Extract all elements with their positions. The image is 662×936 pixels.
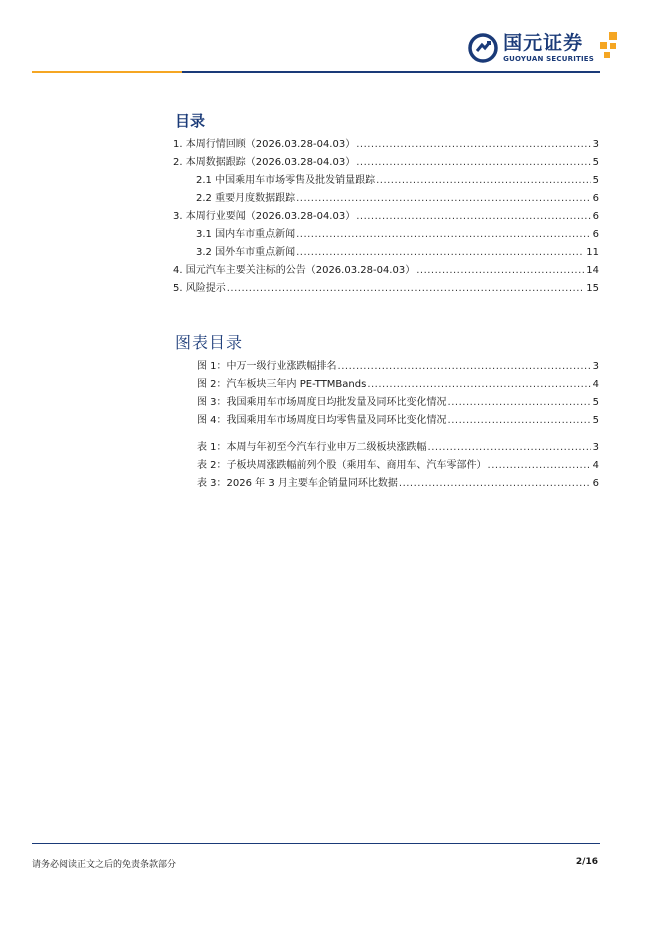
toc-entry[interactable] xyxy=(173,153,599,171)
toc-entry[interactable] xyxy=(173,207,599,225)
dot-leader xyxy=(416,265,584,276)
dot-leader xyxy=(296,193,591,204)
brand-squares-icon xyxy=(596,30,620,64)
guoyuan-emblem-icon xyxy=(468,33,498,63)
dot-leader xyxy=(356,139,590,150)
footer-divider xyxy=(32,843,600,844)
toc-list xyxy=(173,135,599,297)
toc-entry-label: 2.2 重要月度数据跟踪 xyxy=(196,193,296,204)
dot-leader xyxy=(428,442,591,453)
toc-entry[interactable] xyxy=(173,225,599,243)
figure-entry-label: 图 4：我国乘用车市场周度日均零售量及同环比变化情况 xyxy=(197,415,447,426)
figure-entry-label: 图 1：中万一级行业涨跌幅排名 xyxy=(197,361,337,372)
toc-entry-page: 14 xyxy=(586,265,599,276)
dot-leader xyxy=(356,157,590,168)
toc-entry-page: 6 xyxy=(592,193,599,204)
toc-entry-page: 5 xyxy=(592,175,599,186)
toc-entry[interactable] xyxy=(173,279,599,297)
table-entry-page: 3 xyxy=(592,442,599,453)
toc-entry-label: 2.1 中国乘用车市场零售及批发销量跟踪 xyxy=(196,175,376,186)
figure-entry[interactable] xyxy=(197,393,599,411)
dot-leader xyxy=(399,478,591,489)
toc-entry-label: 3.1 国内车市重点新闻 xyxy=(196,229,296,240)
figure-entry[interactable] xyxy=(197,357,599,375)
figure-entry[interactable] xyxy=(197,375,599,393)
header-accent-bar xyxy=(32,71,182,73)
figure-entry-label: 图 2：汽车板块三年内 PE-TTMBands xyxy=(197,379,367,390)
toc-entry-page: 15 xyxy=(586,283,599,294)
table-entry-label: 表 3：2026 年 3 月主要车企销量同环比数据 xyxy=(197,478,398,489)
footer-disclaimer: 请务必阅读正文之后的免责条款部分 xyxy=(32,860,177,870)
dot-leader xyxy=(338,361,591,372)
table-entry[interactable] xyxy=(197,456,599,474)
toc-entry-label: 3. 本周行业要闻（2026.03.28-04.03） xyxy=(173,211,356,222)
table-list xyxy=(197,438,599,492)
figure-entry-page: 4 xyxy=(592,379,599,390)
table-entry-label: 表 2：子板块周涨跌幅前列个股（乘用车、商用车、汽车零部件） xyxy=(197,460,487,471)
table-entry[interactable] xyxy=(197,474,599,492)
brand-name-cn: 国元证券 xyxy=(503,31,584,54)
toc-entry[interactable] xyxy=(173,243,599,261)
figure-entry[interactable] xyxy=(197,411,599,429)
dot-leader xyxy=(488,460,591,471)
dot-leader xyxy=(367,379,590,390)
figures-title: 图表目录 xyxy=(175,333,244,352)
toc-entry[interactable] xyxy=(173,189,599,207)
toc-entry-page: 3 xyxy=(592,139,599,150)
brand-name-en: GUOYUAN SECURITIES xyxy=(503,54,594,63)
figure-list xyxy=(197,357,599,429)
toc-entry-page: 11 xyxy=(586,247,599,258)
figure-entry-label: 图 3：我国乘用车市场周度日均批发量及同环比变化情况 xyxy=(197,397,447,408)
table-entry-page: 4 xyxy=(592,460,599,471)
toc-entry-label: 4. 国元汽车主要关注标的公告（2026.03.28-04.03） xyxy=(173,265,416,276)
dot-leader xyxy=(356,211,590,222)
dot-leader xyxy=(448,415,591,426)
toc-entry[interactable] xyxy=(173,135,599,153)
figure-entry-page: 3 xyxy=(592,361,599,372)
figure-entry-page: 5 xyxy=(592,415,599,426)
toc-entry-label: 3.2 国外车市重点新闻 xyxy=(196,247,296,258)
table-entry[interactable] xyxy=(197,438,599,456)
toc-entry-page: 5 xyxy=(592,157,599,168)
toc-title: 目录 xyxy=(175,112,206,130)
toc-entry[interactable] xyxy=(173,261,599,279)
table-entry-label: 表 1：本周与年初至今汽车行业申万二级板块涨跌幅 xyxy=(197,442,427,453)
table-entry-page: 6 xyxy=(592,478,599,489)
toc-entry-page: 6 xyxy=(592,229,599,240)
toc-entry-label: 5. 风险提示 xyxy=(173,283,226,294)
page-number: 2/16 xyxy=(575,857,598,867)
figure-entry-page: 5 xyxy=(592,397,599,408)
toc-entry-page: 6 xyxy=(592,211,599,222)
dot-leader xyxy=(296,247,584,258)
dot-leader xyxy=(376,175,591,186)
toc-entry-label: 2. 本周数据跟踪（2026.03.28-04.03） xyxy=(173,157,356,168)
toc-entry[interactable] xyxy=(173,171,599,189)
guoyuan-logo xyxy=(468,31,594,65)
dot-leader xyxy=(227,283,585,294)
dot-leader xyxy=(296,229,591,240)
dot-leader xyxy=(448,397,591,408)
toc-entry-label: 1. 本周行情回顾（2026.03.28-04.03） xyxy=(173,139,356,150)
